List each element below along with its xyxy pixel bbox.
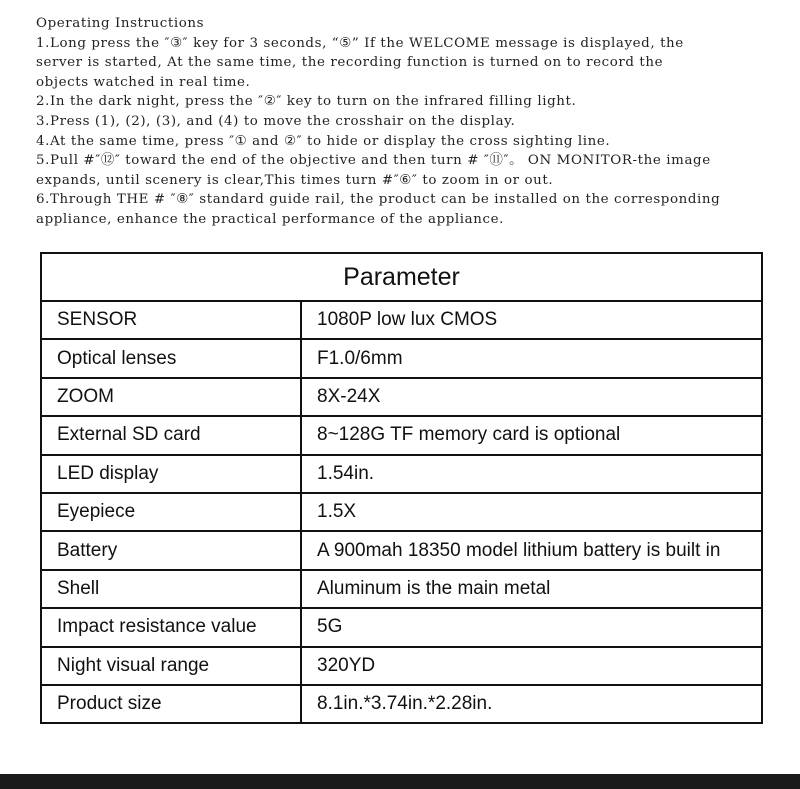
parameter-table [40, 252, 763, 724]
param-label-night-range: Night visual range [41, 647, 301, 685]
instruction-line: expands, until scenery is clear,This times turn #″⑥″ to zoom in or out. [36, 172, 554, 188]
operating-instructions [36, 14, 786, 230]
table-row [41, 455, 762, 493]
param-value-optical-lenses: F1.0/6mm [301, 339, 762, 377]
param-value-shell: Aluminum is the main metal [301, 570, 762, 608]
instruction-line: 3.Press (1), (2), (3), and (4) to move the crosshair on the display. [36, 113, 516, 129]
param-label-shell: Shell [41, 570, 301, 608]
param-value-sensor: 1080P low lux CMOS [301, 301, 762, 339]
param-label-battery: Battery [41, 531, 301, 569]
instruction-line: server is started, At the same time, the recording function is turned on to record the [36, 55, 664, 71]
param-label-sensor: SENSOR [41, 301, 301, 339]
table-row [41, 416, 762, 454]
param-value-night-range: 320YD [301, 647, 762, 685]
instruction-line: appliance, enhance the practical performance of the appliance. [36, 211, 504, 227]
instructions-heading: Operating Instructions [36, 16, 205, 31]
instruction-line: 5.Pull #″⑫″ toward the end of the objective and then turn # ″⑪″。 ON MONITOR-the image [36, 153, 711, 169]
param-value-battery: A 900mah 18350 model lithium battery is built in [301, 531, 762, 569]
table-row [41, 647, 762, 685]
table-row [41, 301, 762, 339]
param-label-led-display: LED display [41, 455, 301, 493]
table-row [41, 608, 762, 646]
param-value-impact-resistance: 5G [301, 608, 762, 646]
instruction-line: 6.Through THE # ″⑧″ standard guide rail, the product can be installed on the corresponding [36, 192, 721, 208]
param-label-eyepiece: Eyepiece [41, 493, 301, 531]
table-row [41, 339, 762, 377]
param-label-optical-lenses: Optical lenses [41, 339, 301, 377]
param-value-sd-card: 8~128G TF memory card is optional [301, 416, 762, 454]
table-row [41, 378, 762, 416]
table-header-row [41, 253, 762, 301]
param-label-product-size: Product size [41, 685, 301, 723]
instruction-line: 1.Long press the ″③″ key for 3 seconds, “⑤” If the WELCOME message is displayed, the [36, 35, 684, 51]
instruction-line: 4.At the same time, press ″① and ②″ to hide or display the cross sighting line. [36, 133, 611, 149]
table-title: Parameter [41, 253, 762, 301]
instruction-line: objects watched in real time. [36, 74, 251, 90]
param-value-product-size: 8.1in.*3.74in.*2.28in. [301, 685, 762, 723]
param-label-impact-resistance: Impact resistance value [41, 608, 301, 646]
instruction-line: 2.In the dark night, press the ″②″ key to turn on the infrared filling light. [36, 94, 577, 110]
param-label-sd-card: External SD card [41, 416, 301, 454]
param-label-zoom: ZOOM [41, 378, 301, 416]
param-value-led-display: 1.54in. [301, 455, 762, 493]
table-row [41, 493, 762, 531]
table-row [41, 685, 762, 723]
table-row [41, 570, 762, 608]
param-value-eyepiece: 1.5X [301, 493, 762, 531]
param-value-zoom: 8X-24X [301, 378, 762, 416]
table-row [41, 531, 762, 569]
